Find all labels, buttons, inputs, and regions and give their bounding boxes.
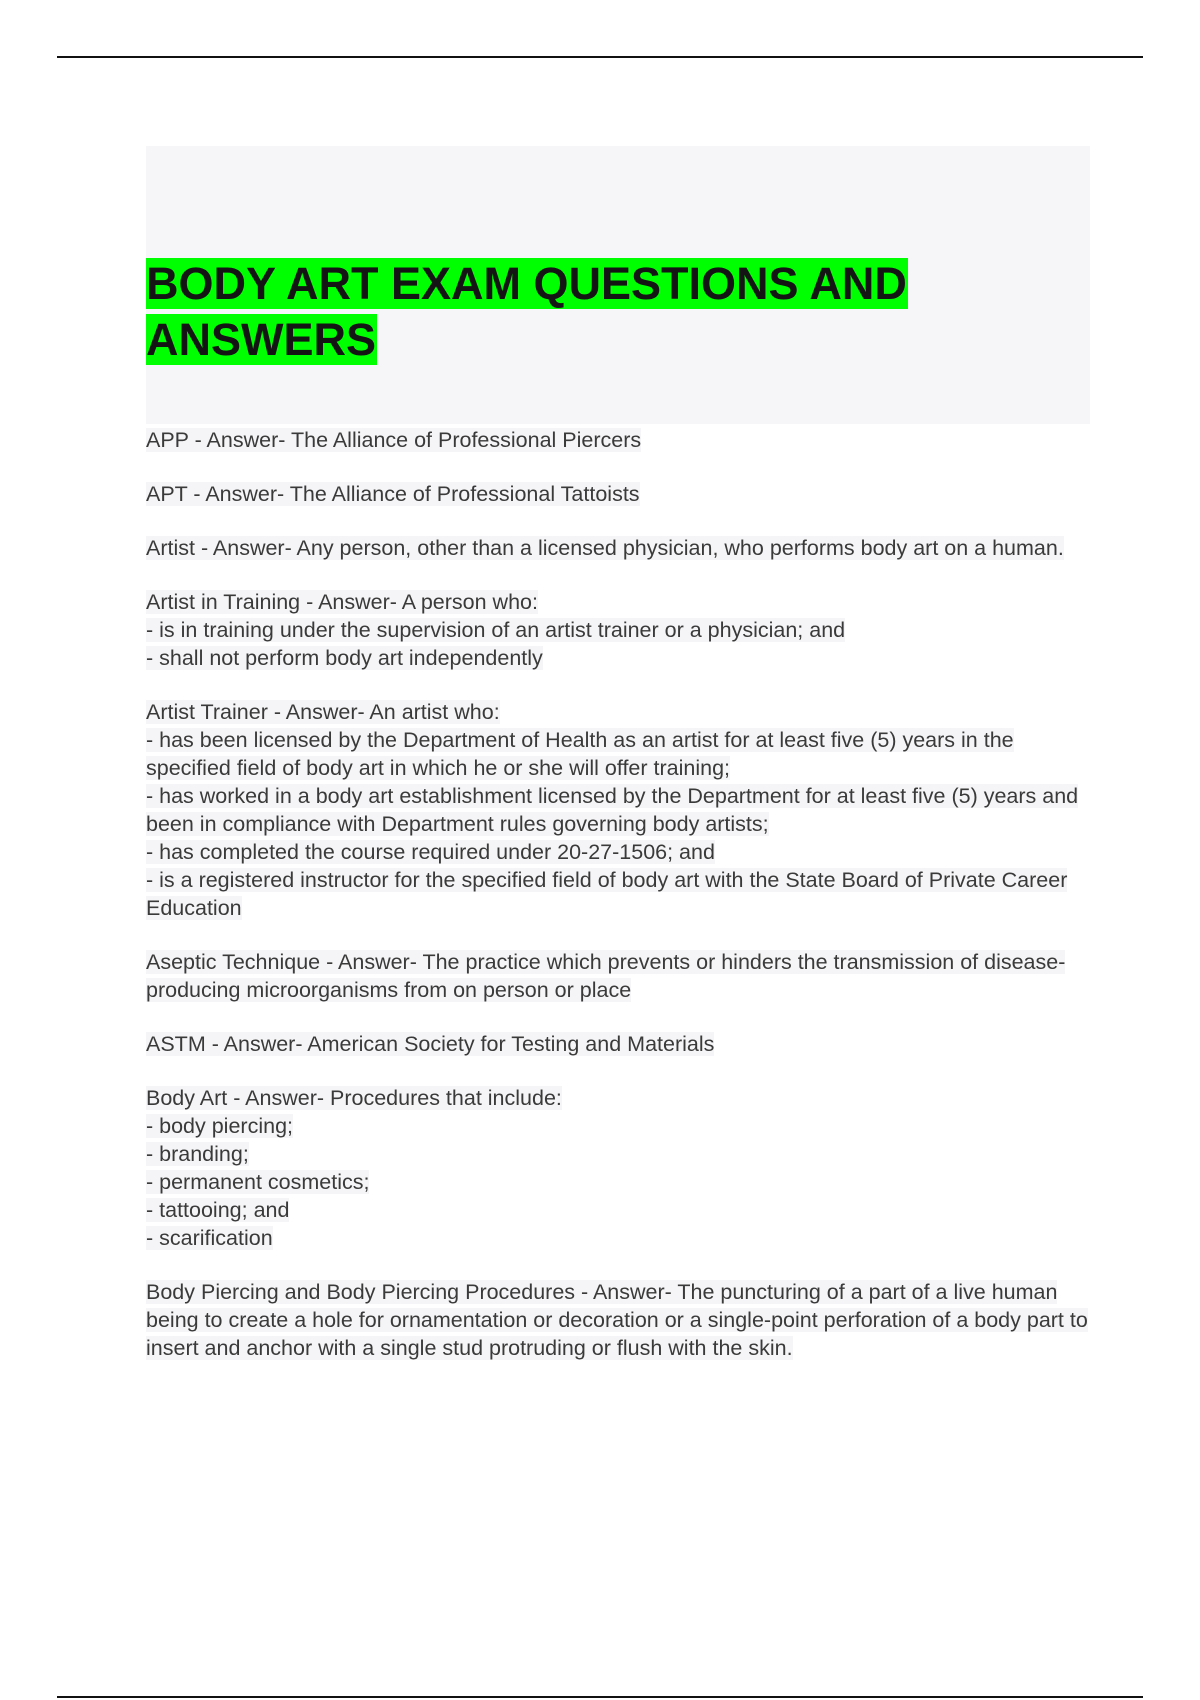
qa-entry bbox=[146, 1030, 1090, 1058]
qa-line: ASTM - Answer- American Society for Testing and Materials bbox=[146, 1032, 715, 1056]
qa-entry bbox=[146, 948, 1090, 1004]
document-title bbox=[146, 256, 1090, 368]
qa-entry bbox=[146, 426, 1090, 454]
qa-entry bbox=[146, 534, 1090, 562]
qa-line: - scarification bbox=[146, 1226, 273, 1250]
qa-line: Body Art - Answer- Procedures that include: bbox=[146, 1086, 562, 1110]
qa-line: - tattooing; and bbox=[146, 1198, 290, 1222]
page-top-rule bbox=[57, 56, 1143, 58]
qa-entry bbox=[146, 1278, 1090, 1362]
qa-line: - is in training under the supervision of an artist trainer or a physician; and bbox=[146, 618, 846, 642]
qa-line: Artist Trainer - Answer- An artist who: bbox=[146, 700, 500, 724]
qa-entry bbox=[146, 480, 1090, 508]
qa-line: Aseptic Technique - Answer- The practice which prevents or hinders the transmission of disease-producing microorganisms from on person or place bbox=[146, 950, 1066, 1002]
title-highlight: BODY ART EXAM QUESTIONS AND ANSWERS bbox=[146, 258, 907, 365]
document-body bbox=[146, 146, 1090, 1388]
title-banner bbox=[146, 146, 1090, 424]
qa-line: - shall not perform body art independently bbox=[146, 646, 543, 670]
qa-line: - has worked in a body art establishment licensed by the Department for at least five (5) years and been in compliance with Department rules governing body artists; bbox=[146, 784, 1079, 836]
qa-line: APT - Answer- The Alliance of Professional Tattoists bbox=[146, 482, 640, 506]
qa-line: Body Piercing and Body Piercing Procedures - Answer- The puncturing of a part of a live human being to create a hole for ornamentation or decoration or a single-point perforation of a body part to insert and anchor with a single stud protruding or flush with the skin. bbox=[146, 1280, 1088, 1360]
qa-list bbox=[146, 426, 1090, 1362]
qa-line: Artist - Answer- Any person, other than a licensed physician, who performs body art on a human. bbox=[146, 536, 1064, 560]
qa-line: - permanent cosmetics; bbox=[146, 1170, 370, 1194]
page-bottom-rule bbox=[57, 1696, 1143, 1698]
qa-line: - has completed the course required under 20-27-1506; and bbox=[146, 840, 715, 864]
qa-line: - branding; bbox=[146, 1142, 249, 1166]
qa-line: - has been licensed by the Department of Health as an artist for at least five (5) years in the specified field of body art in which he or she will offer training; bbox=[146, 728, 1014, 780]
qa-line: Artist in Training - Answer- A person who: bbox=[146, 590, 538, 614]
qa-entry bbox=[146, 698, 1090, 922]
qa-line: - is a registered instructor for the specified field of body art with the State Board of Private Career Education bbox=[146, 868, 1068, 920]
qa-entry bbox=[146, 588, 1090, 672]
qa-entry bbox=[146, 1084, 1090, 1252]
qa-line: - body piercing; bbox=[146, 1114, 293, 1138]
qa-line: APP - Answer- The Alliance of Professional Piercers bbox=[146, 428, 642, 452]
